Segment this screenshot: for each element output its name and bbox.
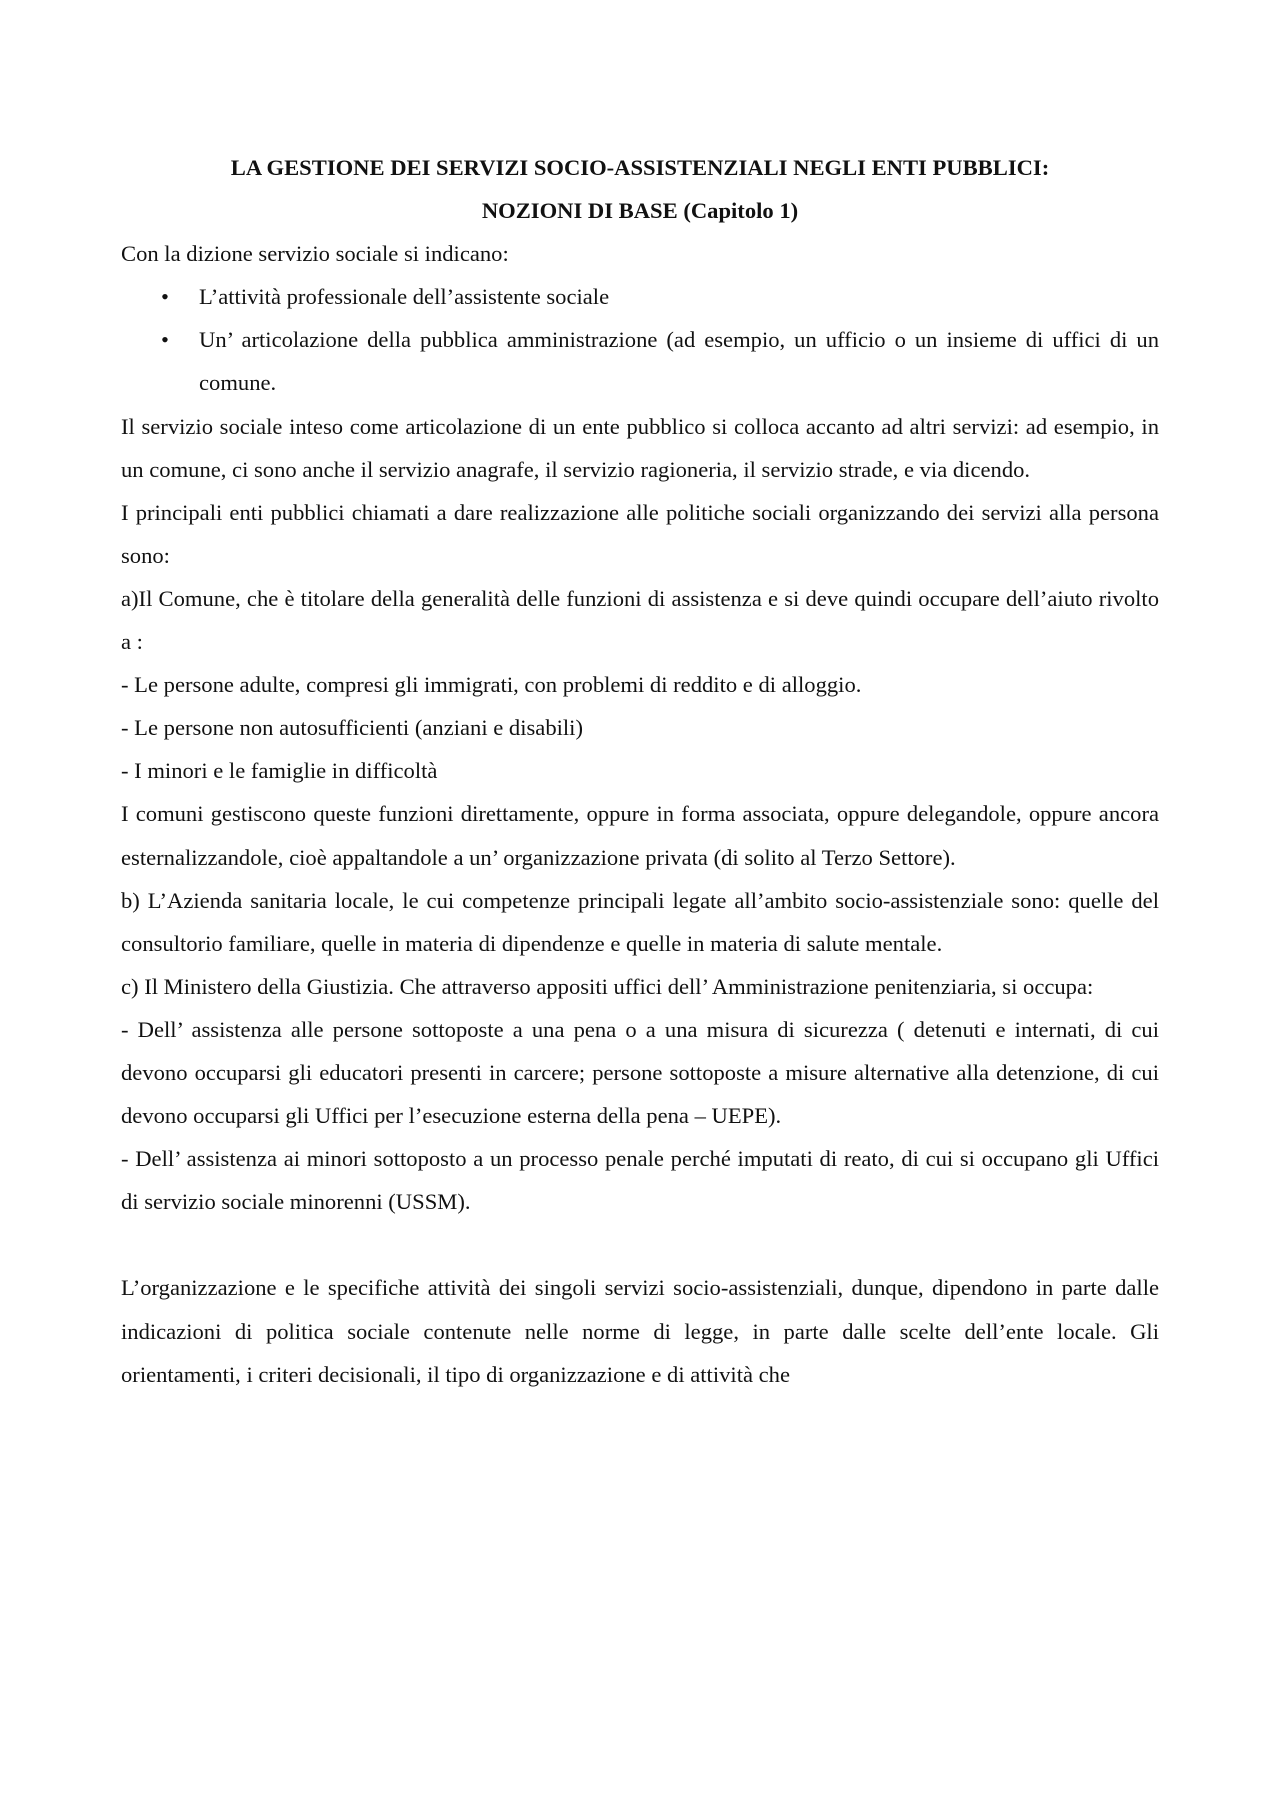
bullet-icon: • xyxy=(161,284,169,310)
definition-list xyxy=(121,275,1159,404)
list-item xyxy=(161,275,1159,318)
paragraph-asl: b) L’Azienda sanitaria locale, le cui competenze principali legate all’ambito socio-assistenziale sono: quelle del consultorio familiare, quelle in materia di dipendenze e quelle in materia di salute mentale. xyxy=(121,887,1159,956)
list-item xyxy=(161,318,1159,404)
paragraph-municipal-management: I comuni gestiscono queste funzioni direttamente, oppure in forma associata, oppure delegandole, oppure ancora esternalizzandole, cioè appaltandole a un’ organizzazione privata (di solito al Terzo Settore). xyxy=(121,801,1159,870)
dash-item-minors-penal: - Dell’ assistenza ai minori sottoposto a un processo penale perché imputati di reato, di cui si occupano gli Uffici di servizio sociale minorenni (USSM). xyxy=(121,1146,1159,1215)
paragraph-organization: L’organizzazione e le specifiche attività dei singoli servizi socio-assistenziali, dunque, dipendono in parte dalle indicazioni di politica sociale contenute nelle norme di legge, in parte dalle scelte dell’ente locale. Gli orientamenti, i criteri decisionali, il tipo di organizzazione e di attività che xyxy=(121,1275,1159,1387)
dash-item-adults: - Le persone adulte, compresi gli immigrati, con problemi di reddito e di alloggio. xyxy=(121,672,862,698)
dash-item-non-self-sufficient: - Le persone non autosufficienti (anziani e disabili) xyxy=(121,715,583,741)
paragraph-spacer xyxy=(121,1223,1159,1266)
bullet-icon: • xyxy=(161,327,169,353)
paragraph-comune: a)Il Comune, che è titolare della generalità delle funzioni di assistenza e si deve quindi occupare dell’aiuto rivolto a : xyxy=(121,585,1159,655)
list-item-text: Un’ articolazione della pubblica amministrazione (ad esempio, un ufficio o un insieme di uffici di un comune. xyxy=(199,327,1159,396)
document-page xyxy=(121,146,1159,1396)
paragraph-ministry-justice: c) Il Ministero della Giustizia. Che attraverso appositi uffici dell’ Amministrazione penitenziaria, si occupa: xyxy=(121,973,1094,999)
document-title-line-2: NOZIONI DI BASE (Capitolo 1) xyxy=(481,198,799,224)
intro-paragraph: Con la dizione servizio sociale si indicano: xyxy=(121,241,509,267)
document-title-line-1: LA GESTIONE DEI SERVIZI SOCIO-ASSISTENZIALI NEGLI ENTI PUBBLICI: xyxy=(230,155,1050,180)
list-item-text: L’attività professionale dell’assistente sociale xyxy=(199,284,610,310)
paragraph-social-service: Il servizio sociale inteso come articolazione di un ente pubblico si colloca accanto ad altri servizi: ad esempio, in un comune, ci sono anche il servizio anagrafe, il servizio ragioneria, il servizio strade, e via dicendo. xyxy=(121,413,1159,482)
dash-item-minors: - I minori e le famiglie in difficoltà xyxy=(121,758,438,784)
paragraph-public-bodies: I principali enti pubblici chiamati a dare realizzazione alle politiche sociali organizzando dei servizi alla persona sono: xyxy=(121,499,1159,568)
dash-item-sentenced-persons: - Dell’ assistenza alle persone sottoposte a una pena o a una misura di sicurezza ( detenuti e internati, di cui devono occuparsi gli educatori presenti in carcere; persone sottoposte a misure alternative alla detenzione, di cui devono occuparsi gli Uffici per l’esecuzione esterna della pena – UEPE). xyxy=(121,1016,1159,1129)
